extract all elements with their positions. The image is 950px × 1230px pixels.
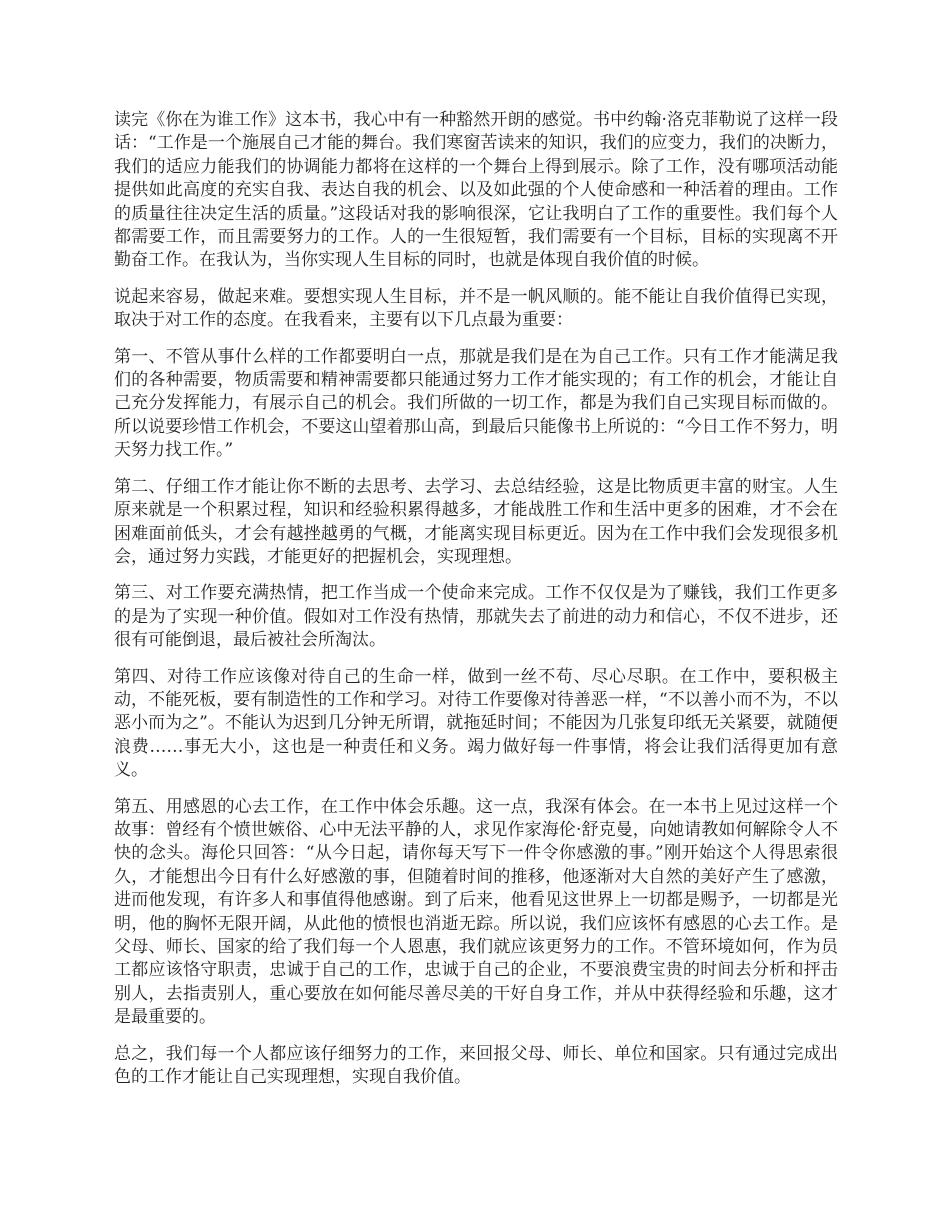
paragraph-point-4: 第四、对待工作应该像对待自己的生命一样，做到一丝不苟、尽心尽职。在工作中，要积极主动，不能死板，要有制造性的工作和学习。对待工作要像对待善恶一样，“不以善小而不为，不以恶小而为之”。不能认为迟到几分钟无所谓，就拖延时间；不能因为几张复印纸无关紧要，就随便浪费……事无大小，这也是一种责任和义务。竭力做好每一件事情，将会让我们活得更加有意义。 — [114, 666, 838, 781]
paragraph-point-3: 第三、对工作要充满热情，把工作当成一个使命来完成。工作不仅仅是为了赚钱，我们工作更多的是为了实现一种价值。假如对工作没有热情，那就失去了前进的动力和信心，不仅不进步，还很有可能倒退，最后被社会所淘汰。 — [114, 583, 838, 651]
paragraph-conclusion: 总之，我们每一个人都应该仔细努力的工作，来回报父母、师长、单位和国家。只有通过完成出色的工作才能让自己实现理想，实现自我价值。 — [114, 1043, 838, 1088]
document-body — [114, 109, 838, 1102]
paragraph-point-5: 第五、用感恩的心去工作，在工作中体会乐趣。这一点，我深有体会。在一本书上见过这样一个故事：曾经有个愤世嫉俗、心中无法平静的人，求见作家海伦·舒克曼，向她请教如何解除令人不快的念头。海伦只回答：“从今日起，请你每天写下一件令你感激的事。”刚开始这个人得思索很久，才能想出今日有什么好感激的事，但随着时间的推移，他逐渐对大自然的美好产生了感激，进而他发现，有许多人和事值得他感谢。到了后来，他看见这世界上一切都是赐予，一切都是光明，他的胸怀无限开阔，从此他的愤恨也消逝无踪。所以说，我们应该怀有感恩的心去工作。是父母、师长、国家的给了我们每一个人恩惠，我们就应该更努力的工作。不管环境如何，作为员工都应该恪守职责，忠诚于自己的工作，忠诚于自己的企业，不要浪费宝贵的时间去分析和抨击别人，去指责别人，重心要放在如何能尽善尽美的干好自身工作，并从中获得经验和乐趣，这才是最重要的。 — [114, 796, 838, 1028]
paragraph-point-1: 第一、不管从事什么样的工作都要明白一点，那就是我们是在为自己工作。只有工作才能满足我们的各种需要，物质需要和精神需要都只能通过努力工作才能实现的；有工作的机会，才能让自己充分发挥能力，有展示自己的机会。我们所做的一切工作，都是为我们自己实现目标而做的。所以说要珍惜工作机会，不要这山望着那山高，到最后只能像书上所说的：“今日工作不努力，明天努力找工作。” — [114, 346, 838, 461]
paragraph-transition: 说起来容易，做起来难。要想实现人生目标，并不是一帆风顺的。能不能让自我价值得已实现，取决于对工作的态度。在我看来，主要有以下几点最为重要： — [114, 286, 838, 331]
paragraph-point-2: 第二、仔细工作才能让你不断的去思考、去学习、去总结经验，这是比物质更丰富的财宝。人生原来就是一个积累过程，知识和经验积累得越多，才能战胜工作和生活中更多的困难，才不会在困难面前低头，才会有越挫越勇的气概，才能离实现目标更近。因为在工作中我们会发现很多机会，通过努力实践，才能更好的把握机会，实现理想。 — [114, 476, 838, 567]
paragraph-intro: 读完《你在为谁工作》这本书，我心中有一种豁然开朗的感觉。书中约翰·洛克菲勒说了这样一段话：“工作是一个施展自己才能的舞台。我们寒窗苦读来的知识，我们的应变力，我们的决断力，我们的适应力能我们的协调能力都将在这样的一个舞台上得到展示。除了工作，没有哪项活动能提供如此高度的充实自我、表达自我的机会、以及如此强的个人使命感和一种活着的理由。工作的质量往往决定生活的质量。”这段话对我的影响很深，它让我明白了工作的重要性。我们每个人都需要工作，而且需要努力的工作。人的一生很短暂，我们需要有一个目标，目标的实现离不开勤奋工作。在我认为，当你实现人生目标的同时，也就是体现自我价值的时候。 — [114, 110, 838, 271]
